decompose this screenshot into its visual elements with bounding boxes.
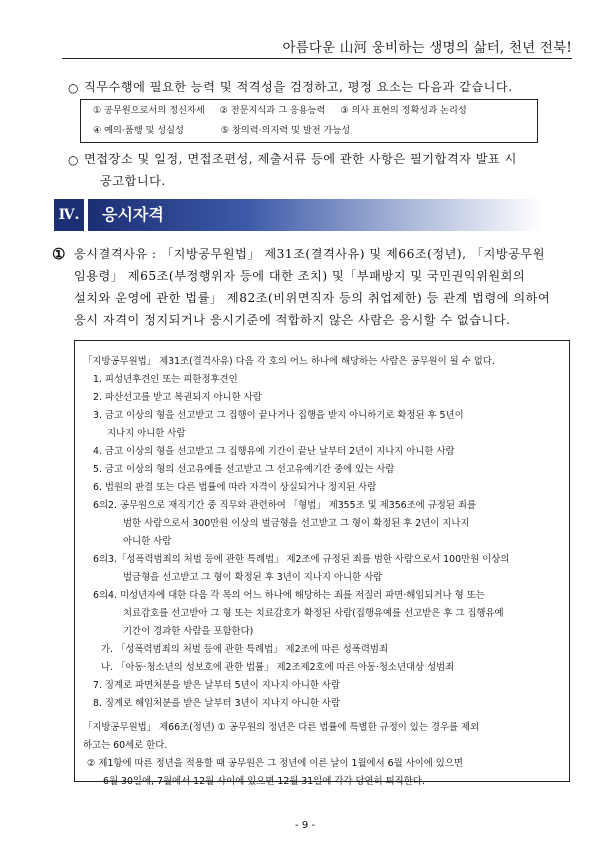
law-line: 하고는 60세로 한다. <box>83 740 168 751</box>
law-line: 기간이 경과한 사람을 포함한다) <box>123 626 254 637</box>
criteria-row-1 <box>93 101 479 120</box>
law-line: 아니한 사람 <box>123 536 172 547</box>
law-line: 6의4. 미성년자에 대한 다음 각 목의 어느 하나에 해당하는 죄를 저질러 파면·해임되거나 형 또는 <box>93 590 485 601</box>
law-line: 2. 파산선고를 받고 복권되지 아니한 사람 <box>93 392 262 403</box>
header-slogan: 아름다운 山河 웅비하는 생명의 삶터, 천년 전북! <box>282 40 572 56</box>
law-line: 지나지 아니한 사람 <box>107 428 186 439</box>
law-line: 가. 「성폭력범죄의 처벌 등에 관한 특례법」 제2조에 따른 성폭력범죄 <box>101 644 388 655</box>
law-line: 치료감호를 선고받아 그 형 또는 치료감호가 확정된 사람(집행유예를 선고받은 후 그 집행유예 <box>123 608 504 619</box>
law-line: 6. 법원의 판결 또는 다른 법률에 따라 자격이 상실되거나 정지된 사람 <box>93 482 377 493</box>
law-line: 1. 피성년후견인 또는 피한정후견인 <box>93 374 238 385</box>
eligibility-line-4: 응시 자격이 정지되거나 응시기준에 적합하지 않은 사람은 응시할 수 없습니다. <box>74 313 511 327</box>
eligibility-line-3: 설치와 운영에 관한 법률」 제82조(비위면직자 등의 취업제한) 등 관계 법령에 의하여 <box>74 291 551 305</box>
page-number: - 9 - <box>295 820 315 831</box>
eligibility-line-2: 임용령」 제65조(부정행위자 등에 대한 조치) 및「부패방지 및 국민권익위원회의 <box>74 269 526 283</box>
bullet-symbol: ○ <box>68 153 79 167</box>
criteria-item: ① 공무원으로서의 정신자세 <box>93 105 205 116</box>
law-line: 6의3.「성폭력범죄의 처벌 등에 관한 특례법」 제2조에 규정된 죄를 범한 사람으로서 100만원 이상의 <box>93 554 510 565</box>
law-line: 5. 금고 이상의 형의 선고유예를 선고받고 그 선고유예기간 중에 있는 사람 <box>93 464 395 475</box>
law-line: 8. 징계로 해임처분을 받은 날부터 3년이 지나지 아니한 사람 <box>93 698 341 709</box>
bullet-symbol: ○ <box>68 81 79 95</box>
law-line: 벌금형을 선고받고 그 형이 확정된 후 3년이 지나지 아니한 사람 <box>123 572 383 583</box>
intro-paragraph-2-line-2: 공고합니다. <box>100 174 166 188</box>
criteria-item: ⑤ 창의력·의지력 및 발전 가능성 <box>220 125 351 136</box>
criteria-item: ② 전문지식과 그 응용능력 <box>219 105 326 116</box>
law-line: 「지방공무원법」 제66조(정년) ① 공무원의 정년은 다른 법률에 특별한 규정이 있는 경우를 제외 <box>83 722 480 733</box>
eligibility-line-1: 응시결격사유 : 「지방공무원법」 제31조(결격사유) 및 제66조(정년), 「지방공무원 <box>74 247 545 261</box>
law-line: 7. 징계로 파면처분을 받은 날부터 5년이 지나지 아니한 사람 <box>93 680 341 691</box>
intro-paragraph-1: 직무수행에 필요한 능력 및 적격성을 검정하고, 평정 요소는 다음과 같습니다. <box>84 80 513 94</box>
intro-paragraph-2-line-1: 면접장소 및 일정, 면접조편성, 제출서류 등에 관한 사항은 필기합격자 발표 시 <box>84 152 517 166</box>
law-line: 범한 사람으로서 300만원 이상의 벌금형을 선고받고 그 형이 확정된 후 2년이 지나지 <box>123 518 470 529</box>
law-line: 4. 금고 이상의 형을 선고받고 그 집행유예 기간이 끝난 날부터 2년이 지나지 아니한 사람 <box>93 446 455 457</box>
section-heading <box>54 199 542 231</box>
criteria-item: ③ 의사 표현의 정확성과 논리성 <box>340 105 467 116</box>
page-header <box>62 30 572 59</box>
criteria-row-2 <box>93 121 362 140</box>
law-line: 3. 금고 이상의 형을 선고받고 그 집행이 끝나거나 집행을 받지 아니하기로 확정된 후 5년이 <box>93 410 464 421</box>
law-line: ② 제1항에 따른 정년을 적용할 때 공무원은 그 정년에 이른 날이 1월에서 6월 사이에 있으면 <box>87 758 463 769</box>
law-line: 「지방공무원법」 제31조(결격사유) 다음 각 호의 어느 하나에 해당하는 사람은 공무원이 될 수 없다. <box>83 356 495 367</box>
law-excerpt-box <box>74 340 570 787</box>
evaluation-criteria-box <box>80 99 538 143</box>
law-line: 6의2. 공무원으로 재직기간 중 직무와 관련하여 「형법」 제355조 및 제356조에 규정된 죄를 <box>93 500 476 511</box>
section-title: 응시자격 <box>88 199 542 231</box>
item-marker: ① <box>52 245 66 263</box>
law-line: 6월 30일에, 7월에서 12월 사이에 있으면 12월 31일에 각각 당연히 퇴직한다. <box>103 776 425 787</box>
law-line: 나. 「아동·청소년의 성보호에 관한 법률」 제2조제2호에 따른 아동·청소년대상 성범죄 <box>101 662 455 673</box>
section-number: Ⅳ. <box>54 199 84 231</box>
criteria-item: ④ 예의·품행 및 성실성 <box>93 125 184 136</box>
